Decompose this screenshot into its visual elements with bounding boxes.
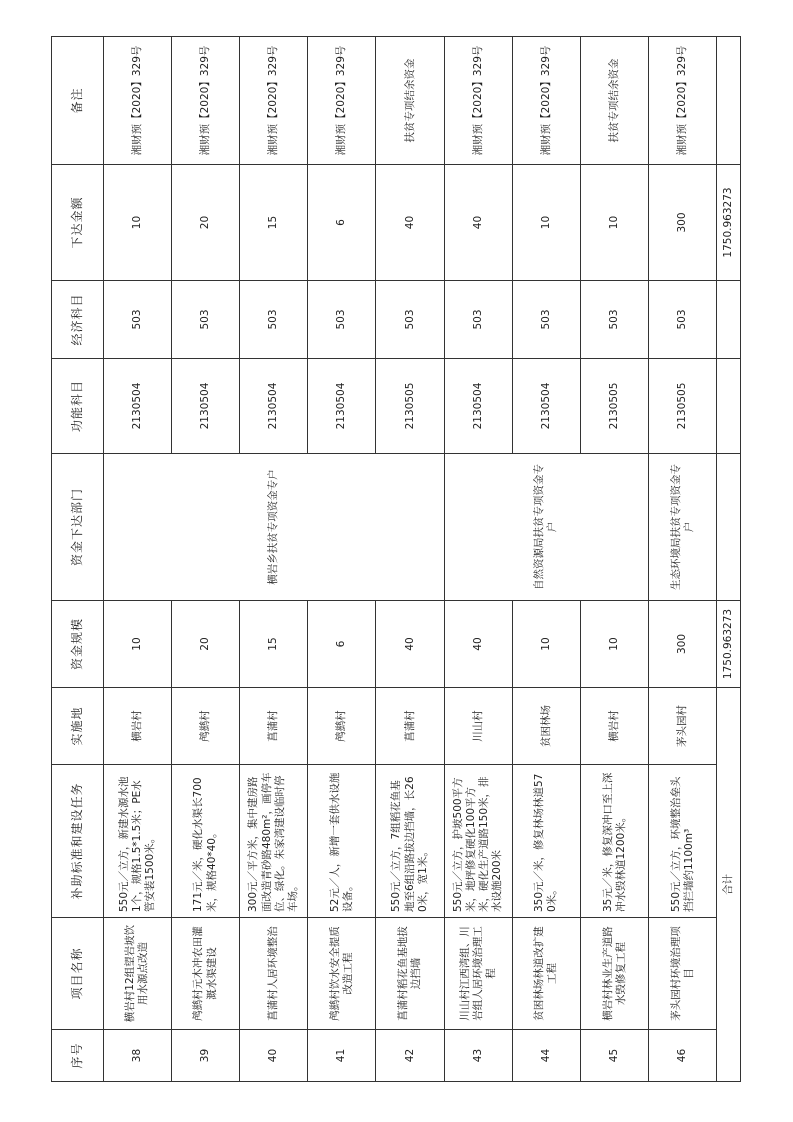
- cell-func: 2130504: [171, 359, 239, 454]
- cell-amount: 300: [649, 165, 717, 281]
- cell-seq: 41: [308, 1030, 376, 1082]
- cell-name: 横岩村林业生产道路水毁修复工程: [581, 918, 649, 1030]
- header-note: 备注: [52, 37, 104, 165]
- cell-standard: 171元／米，硬化水渠长700米，规格40*40。: [171, 765, 239, 918]
- cell-name: 鸬鹚村饮水安全提质改造工程: [308, 918, 376, 1030]
- cell-seq: 42: [376, 1030, 444, 1082]
- cell-amount: 40: [444, 165, 512, 281]
- cell-scale: 10: [512, 601, 580, 688]
- cell-name: 菖蒲村人居环境整治: [240, 918, 308, 1030]
- cell-econ: 503: [308, 281, 376, 359]
- cell-func: 2130504: [512, 359, 580, 454]
- cell-site: 菖蒲村: [240, 688, 308, 765]
- header-func: 功能科目: [52, 359, 104, 454]
- cell-scale: 40: [444, 601, 512, 688]
- cell-note: 湘财预【2020】329号: [512, 37, 580, 165]
- cell-func: 2130504: [103, 359, 171, 454]
- cell-standard: 300元／平方米，集中建房路面改造青砂路480m²，画停车位、绿化。朱家湾建设临时停车场。: [240, 765, 308, 918]
- cell-econ: 503: [376, 281, 444, 359]
- cell-scale: 10: [581, 601, 649, 688]
- cell-standard: 550元／立方，7组稻花鱼基地至6组沿路拔边挡墙，长260米，宽1米。: [376, 765, 444, 918]
- cell-site: 川山村: [444, 688, 512, 765]
- cell-amount: 10: [512, 165, 580, 281]
- cell-dept-hengyan: 横岩乡扶贫专项资金专户: [103, 454, 444, 601]
- total-label: 合计: [717, 688, 741, 1082]
- cell-name: 横岩村12组望岩坡饮用水源点改造: [103, 918, 171, 1030]
- cell-seq: 46: [649, 1030, 717, 1082]
- total-note-empty: [717, 37, 741, 165]
- cell-name: 鸬鹚村元木冲农田灌溉水渠建设: [171, 918, 239, 1030]
- header-standard: 补助标准和建设任务: [52, 765, 104, 918]
- cell-econ: 503: [649, 281, 717, 359]
- cell-dept-shengtai: 生态环境局扶贫专项资金专户: [649, 454, 717, 601]
- cell-name: 茅头园村环境治理项目: [649, 918, 717, 1030]
- cell-note: 湘财预【2020】329号: [649, 37, 717, 165]
- cell-func: 2130505: [376, 359, 444, 454]
- cell-note: 湘财预【2020】329号: [240, 37, 308, 165]
- cell-func: 2130504: [240, 359, 308, 454]
- total-amount: 1750.963273: [717, 165, 741, 281]
- cell-seq: 45: [581, 1030, 649, 1082]
- header-amount: 下达金额: [52, 165, 104, 281]
- cell-scale: 10: [103, 601, 171, 688]
- cell-name: 川山村江西湾组、川岩组人居环境治理工程: [444, 918, 512, 1030]
- cell-econ: 503: [444, 281, 512, 359]
- cell-econ: 503: [171, 281, 239, 359]
- cell-func: 2130505: [649, 359, 717, 454]
- cell-dept-ziran: 自然资源局扶贫专项资金专户: [444, 454, 649, 601]
- cell-name: 菖蒲村稻花鱼基地拔边挡墙: [376, 918, 444, 1030]
- cell-amount: 20: [171, 165, 239, 281]
- table-header-row: [52, 37, 104, 1082]
- cell-site: 贫困林场: [512, 688, 580, 765]
- total-scale: 1750.963273: [717, 601, 741, 688]
- cell-note: 扶贫专项结余资金: [581, 37, 649, 165]
- cell-amount: 15: [240, 165, 308, 281]
- cell-econ: 503: [240, 281, 308, 359]
- total-row: [717, 37, 741, 1082]
- cell-func: 2130505: [581, 359, 649, 454]
- cell-amount: 6: [308, 165, 376, 281]
- cell-note: 扶贫专项结余资金: [376, 37, 444, 165]
- total-func-empty: [717, 359, 741, 454]
- funding-table: [51, 36, 741, 1082]
- table-row: [103, 37, 171, 1082]
- cell-note: 湘财预【2020】329号: [103, 37, 171, 165]
- cell-standard: 550元／立方，新建水源水池1个，规格1.5*1.5米；PE水管安装1500米。: [103, 765, 171, 918]
- header-scale: 资金规模: [52, 601, 104, 688]
- cell-standard: 35元／米，修复深冲口至上深冲水毁林道1200米。: [581, 765, 649, 918]
- cell-econ: 503: [581, 281, 649, 359]
- cell-amount: 40: [376, 165, 444, 281]
- cell-seq: 38: [103, 1030, 171, 1082]
- cell-func: 2130504: [308, 359, 376, 454]
- total-econ-empty: [717, 281, 741, 359]
- header-dept: 资金下达部门: [52, 454, 104, 601]
- cell-scale: 15: [240, 601, 308, 688]
- table-row: [444, 37, 512, 1082]
- cell-note: 湘财预【2020】329号: [444, 37, 512, 165]
- cell-seq: 43: [444, 1030, 512, 1082]
- cell-site: 鸬鹚村: [308, 688, 376, 765]
- cell-standard: 52元／人，新增一套供水设施设备。: [308, 765, 376, 918]
- cell-site: 横岩村: [103, 688, 171, 765]
- header-site: 实施地: [52, 688, 104, 765]
- cell-seq: 40: [240, 1030, 308, 1082]
- cell-seq: 39: [171, 1030, 239, 1082]
- total-dept-empty: [717, 454, 741, 601]
- cell-seq: 44: [512, 1030, 580, 1082]
- cell-standard: 550元／立方，环境整治垒头挡拦墙约1100m³: [649, 765, 717, 918]
- cell-amount: 10: [103, 165, 171, 281]
- cell-note: 湘财预【2020】329号: [171, 37, 239, 165]
- cell-scale: 300: [649, 601, 717, 688]
- cell-name: 贫困林场林道改扩建工程: [512, 918, 580, 1030]
- cell-scale: 40: [376, 601, 444, 688]
- cell-standard: 350元／米，修复林场林道570米。: [512, 765, 580, 918]
- cell-econ: 503: [512, 281, 580, 359]
- cell-site: 横岩村: [581, 688, 649, 765]
- cell-site: 茅头园村: [649, 688, 717, 765]
- cell-note: 湘财预【2020】329号: [308, 37, 376, 165]
- header-seq: 序号: [52, 1030, 104, 1082]
- header-econ: 经济科目: [52, 281, 104, 359]
- cell-site: 鸬鹚村: [171, 688, 239, 765]
- table-row: [649, 37, 717, 1082]
- cell-amount: 10: [581, 165, 649, 281]
- cell-func: 2130504: [444, 359, 512, 454]
- cell-scale: 20: [171, 601, 239, 688]
- rotated-table-sheet: [51, 37, 741, 1082]
- cell-site: 菖蒲村: [376, 688, 444, 765]
- cell-scale: 6: [308, 601, 376, 688]
- cell-econ: 503: [103, 281, 171, 359]
- cell-standard: 550元／立方，护坡500平方米，地坪修复硬化100平方米，硬化生产道路150米，排水设施200米: [444, 765, 512, 918]
- header-name: 项目名称: [52, 918, 104, 1030]
